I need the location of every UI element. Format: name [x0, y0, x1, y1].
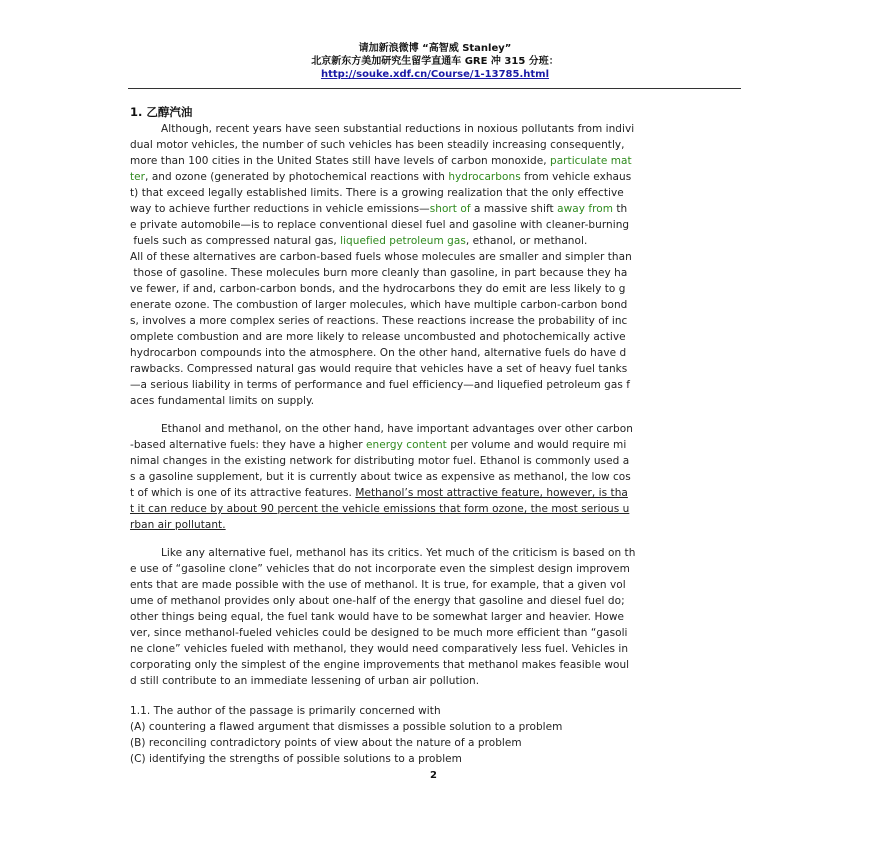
- p4-line-9: d still contribute to an immediate lessening of urban air pollution.: [130, 675, 480, 687]
- p1-line-6: [130, 202, 627, 217]
- p3-line-1: Ethanol and methanol, on the other hand, have important advantages over other carbon: [161, 423, 633, 435]
- page-header: [0, 42, 870, 81]
- p2-line-7: hydrocarbon compounds into the atmosphere. On the other hand, alternative fuels do have d: [130, 347, 627, 359]
- p2-line-3: ve fewer, if and, carbon-carbon bonds, and the hydrocarbons they do emit are less likely to g: [130, 283, 626, 295]
- p3-line-5: [130, 486, 628, 501]
- p2-line-4: enerate ozone. The combustion of larger molecules, which have multiple carbon-carbon bond: [130, 299, 628, 311]
- p1-line-2: dual motor vehicles, the number of such vehicles has been steadily increasing consequently,: [130, 139, 625, 151]
- p3-line-6: t it can reduce by about 90 percent the vehicle emissions that form ozone, the most serious u: [130, 503, 630, 515]
- section-title: 1. 乙醇汽油: [130, 105, 193, 119]
- header-course-link[interactable]: http://souke.xdf.cn/Course/1-13785.html: [320, 69, 550, 80]
- p3-text: per volume and would require mi: [446, 439, 627, 451]
- vocab-highlight: ter: [130, 171, 146, 183]
- p4-line-1: Like any alternative fuel, methanol has its critics. Yet much of the criticism is based on th: [161, 547, 636, 559]
- answer-choice-c: (C) identifying the strengths of possible solutions to a problem: [130, 753, 462, 765]
- p4-line-2: e use of “gasoline clone” vehicles that do not incorporate even the simplest design improvem: [130, 563, 630, 575]
- vocab-highlight: away from: [557, 203, 613, 215]
- p1-text: , and ozone (generated by photochemical reactions with: [145, 171, 449, 183]
- vocab-highlight: short of: [429, 203, 471, 215]
- p1-line-7: e private automobile—is to replace conventional diesel fuel and gasoline with cleaner-burning: [130, 219, 630, 231]
- p4-line-7: ne clone” vehicles fueled with methanol, they would need comparatively less fuel. Vehicles in: [130, 643, 629, 655]
- header-weibo-line: 请加新浪微博 “高智威 Stanley”: [358, 43, 512, 54]
- p2-line-5: s, involves a more complex series of reactions. These reactions increase the probability of inc: [130, 315, 628, 327]
- p2-line-9: —a serious liability in terms of performance and fuel efficiency—and liquefied petroleum gas f: [130, 379, 631, 391]
- p1-text: , ethanol, or methanol.: [465, 235, 588, 247]
- underlined-sentence: Methanol’s most attractive feature, however, is tha: [355, 487, 628, 499]
- p1-text: fuels such as compressed natural gas,: [130, 235, 341, 247]
- vocab-highlight: liquefied petroleum gas: [340, 235, 466, 247]
- p2-line-2: those of gasoline. These molecules burn more cleanly than gasoline, in part because they ha: [130, 267, 628, 279]
- p1-text: th: [613, 203, 628, 215]
- p2-line-6: omplete combustion and are more likely to release uncombusted and photochemically active: [130, 331, 626, 343]
- p3-line-3: nimal changes in the existing network for distributing motor fuel. Ethanol is commonly used a: [130, 455, 630, 467]
- p1-line-4: [130, 170, 631, 185]
- p2-line-1: All of these alternatives are carbon-based fuels whose molecules are smaller and simpler than: [130, 251, 632, 263]
- p1-text: more than 100 cities in the United States still have levels of carbon monoxide,: [130, 155, 550, 167]
- p4-line-4: ume of methanol provides only about one-half of the energy that gasoline and diesel fuel do;: [130, 595, 625, 607]
- p4-line-3: ents that are made possible with the use of methanol. It is true, for example, that a given vol: [130, 579, 626, 591]
- p2-line-10: aces fundamental limits on supply.: [130, 395, 315, 407]
- vocab-highlight: hydrocarbons: [448, 171, 521, 183]
- p1-text: way to achieve further reductions in vehicle emissions—: [130, 203, 430, 215]
- p1-text: from vehicle exhaus: [520, 171, 632, 183]
- vocab-highlight: energy content: [366, 439, 447, 451]
- p3-line-4: s a gasoline supplement, but it is currently about twice as expensive as methanol, the low cos: [130, 471, 631, 483]
- header-course-line: 北京新东方美加研究生留学直通车 GRE 冲 315 分班：: [311, 56, 559, 67]
- answer-choice-a: (A) countering a flawed argument that dismisses a possible solution to a problem: [130, 721, 563, 733]
- p1-line-8: [130, 234, 587, 249]
- p1-line-5: t) that exceed legally established limits. There is a growing realization that the only effective: [130, 187, 624, 199]
- p3-line-2: [130, 438, 626, 453]
- header-divider: [128, 88, 741, 89]
- p3-text: -based alternative fuels: they have a higher: [130, 439, 367, 451]
- page-number: 2: [430, 770, 437, 781]
- p4-line-8: corporating only the simplest of the engine improvements that methanol makes feasible woul: [130, 659, 630, 671]
- p1-line-3: [130, 154, 632, 169]
- p4-line-6: ver, since methanol-fueled vehicles could be designed to be much more efficient than “gasoli: [130, 627, 628, 639]
- p2-line-8: rawbacks. Compressed natural gas would require that vehicles have a set of heavy fuel tanks: [130, 363, 628, 375]
- vocab-highlight: particulate mat: [549, 155, 632, 167]
- question-stem: 1.1. The author of the passage is primarily concerned with: [130, 705, 441, 717]
- p3-text: t of which is one of its attractive features.: [130, 487, 356, 499]
- answer-choice-b: (B) reconciling contradictory points of view about the nature of a problem: [130, 737, 522, 749]
- p3-line-7: rban air pollutant.: [130, 519, 226, 531]
- p4-line-5: other things being equal, the fuel tank would have to be somewhat larger and heavier. Howe: [130, 611, 625, 623]
- p1-line-1: Although, recent years have seen substantial reductions in noxious pollutants from indivi: [161, 123, 635, 135]
- p1-text: a massive shift: [470, 203, 558, 215]
